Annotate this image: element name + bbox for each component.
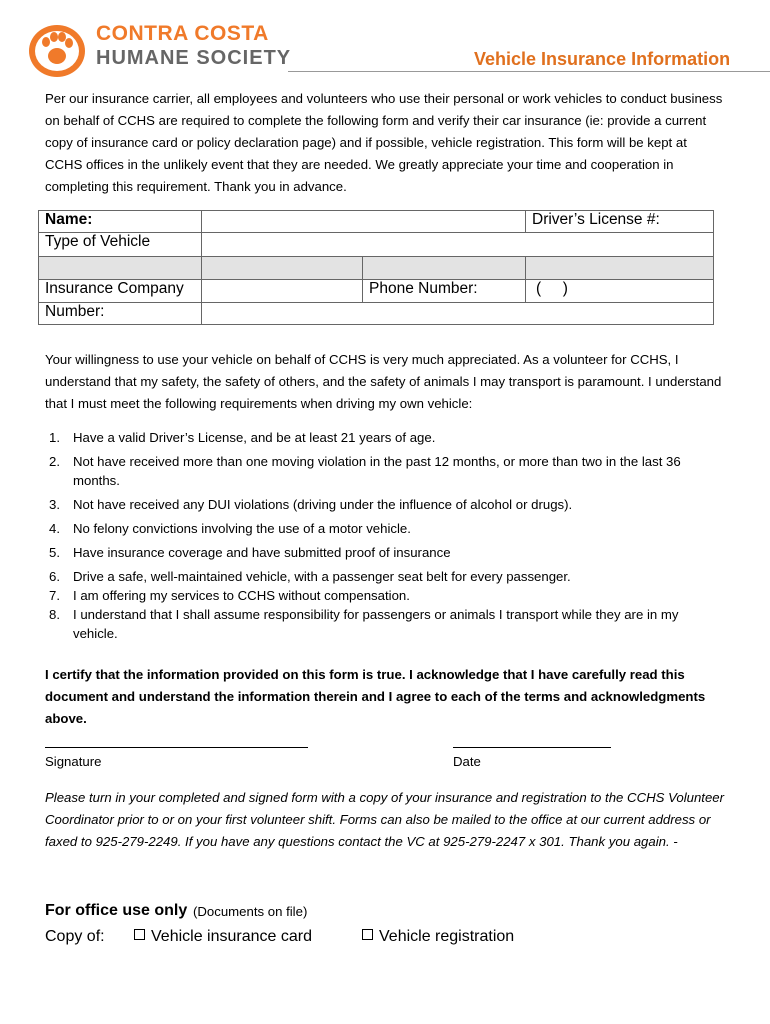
- vehicle-label: Type of Vehicle: [39, 233, 202, 257]
- list-item: 6. Drive a safe, well-maintained vehicle, with a passenger seat belt for every passenger.: [49, 569, 571, 584]
- shaded-cell: [39, 257, 202, 280]
- signature-label: Signature: [45, 754, 102, 769]
- insurance-field[interactable]: [202, 280, 363, 303]
- acknowledgment-paragraph: Your willingness to use your vehicle on behalf of CCHS is very much appreciated. As a volunteer for CCHS, I understand that my safety, the safety of others, and the safety of animals I may transport is paramount. I understand that I must meet the following requirements when driving my own vehicle:: [45, 352, 722, 411]
- office-use-heading: For office use only: [45, 902, 188, 919]
- list-item: 7. I am offering my services to CCHS without compensation.: [49, 588, 410, 603]
- title-rule: [288, 71, 770, 72]
- submission-instructions: Please turn in your completed and signed form with a copy of your insurance and registration to the CCHS Volunteer Coordinator prior to or on your first volunteer shift. Forms can also be mailed to the office at our current address or faxed to 925-279-2249. If you have any questions contact the VC at 925-279-2247 x 301. Thank you again. -: [45, 790, 725, 849]
- paw-print-icon: [28, 24, 86, 78]
- list-item: 2. Not have received more than one moving violation in the past 12 months, or more than two in the last 36 months.: [49, 454, 681, 488]
- certification-statement: I certify that the information provided on this form is true. I acknowledge that I have carefully read this document and understand the information therein and I agree to each of the terms and acknowledgments above.: [45, 667, 706, 726]
- checkbox-icon[interactable]: [362, 929, 373, 940]
- requirements-list: [45, 428, 725, 648]
- org-name-line2: HUMANE SOCIETY: [96, 47, 292, 69]
- insurance-label: Insurance Company: [39, 280, 202, 303]
- number-label: Number:: [39, 303, 202, 325]
- info-table: [38, 210, 714, 325]
- shaded-cell: [363, 257, 526, 280]
- signature-line[interactable]: [45, 747, 308, 748]
- insurance-card-checkbox[interactable]: Vehicle insurance card: [134, 928, 312, 946]
- list-item: 5. Have insurance coverage and have submitted proof of insurance: [49, 545, 451, 560]
- copy-of-label: Copy of:: [45, 928, 105, 945]
- name-field[interactable]: [202, 211, 526, 233]
- vehicle-field[interactable]: [202, 233, 714, 257]
- office-use-subheading: (Documents on file): [193, 904, 308, 919]
- list-item: 1. Have a valid Driver’s License, and be at least 21 years of age.: [49, 430, 436, 445]
- org-name-line1: CONTRA COSTA: [96, 22, 269, 45]
- list-item: 3. Not have received any DUI violations (driving under the influence of alcohol or drugs).: [49, 497, 573, 512]
- license-field[interactable]: Driver’s License #:: [526, 211, 714, 233]
- list-item: 4. No felony convictions involving the use of a motor vehicle.: [49, 521, 411, 536]
- document-title: Vehicle Insurance Information: [474, 49, 731, 69]
- registration-checkbox[interactable]: Vehicle registration: [362, 928, 514, 946]
- intro-paragraph: Per our insurance carrier, all employees and volunteers who use their personal or work vehicles to conduct business on behalf of CCHS are required to complete the following form and verify their car insurance (ie: provide a current copy of insurance card or policy declaration page) and if possible, vehicle registration. This form will be kept at CCHS offices in the unlikely event that they are needed. We greatly appreciate your time and cooperation in completing this requirement. Thank you in advance.: [45, 91, 723, 194]
- date-line[interactable]: [453, 747, 611, 748]
- phone-field[interactable]: ( ): [526, 280, 714, 303]
- list-item: 8. I understand that I shall assume responsibility for passengers or animals I transport while they are in my vehicle.: [49, 607, 679, 641]
- name-label: Name:: [39, 211, 202, 233]
- shaded-cell: [526, 257, 714, 280]
- shaded-cell: [202, 257, 363, 280]
- number-field[interactable]: [202, 303, 714, 325]
- phone-label: Phone Number:: [363, 280, 526, 303]
- checkbox-icon[interactable]: [134, 929, 145, 940]
- date-label: Date: [453, 754, 481, 769]
